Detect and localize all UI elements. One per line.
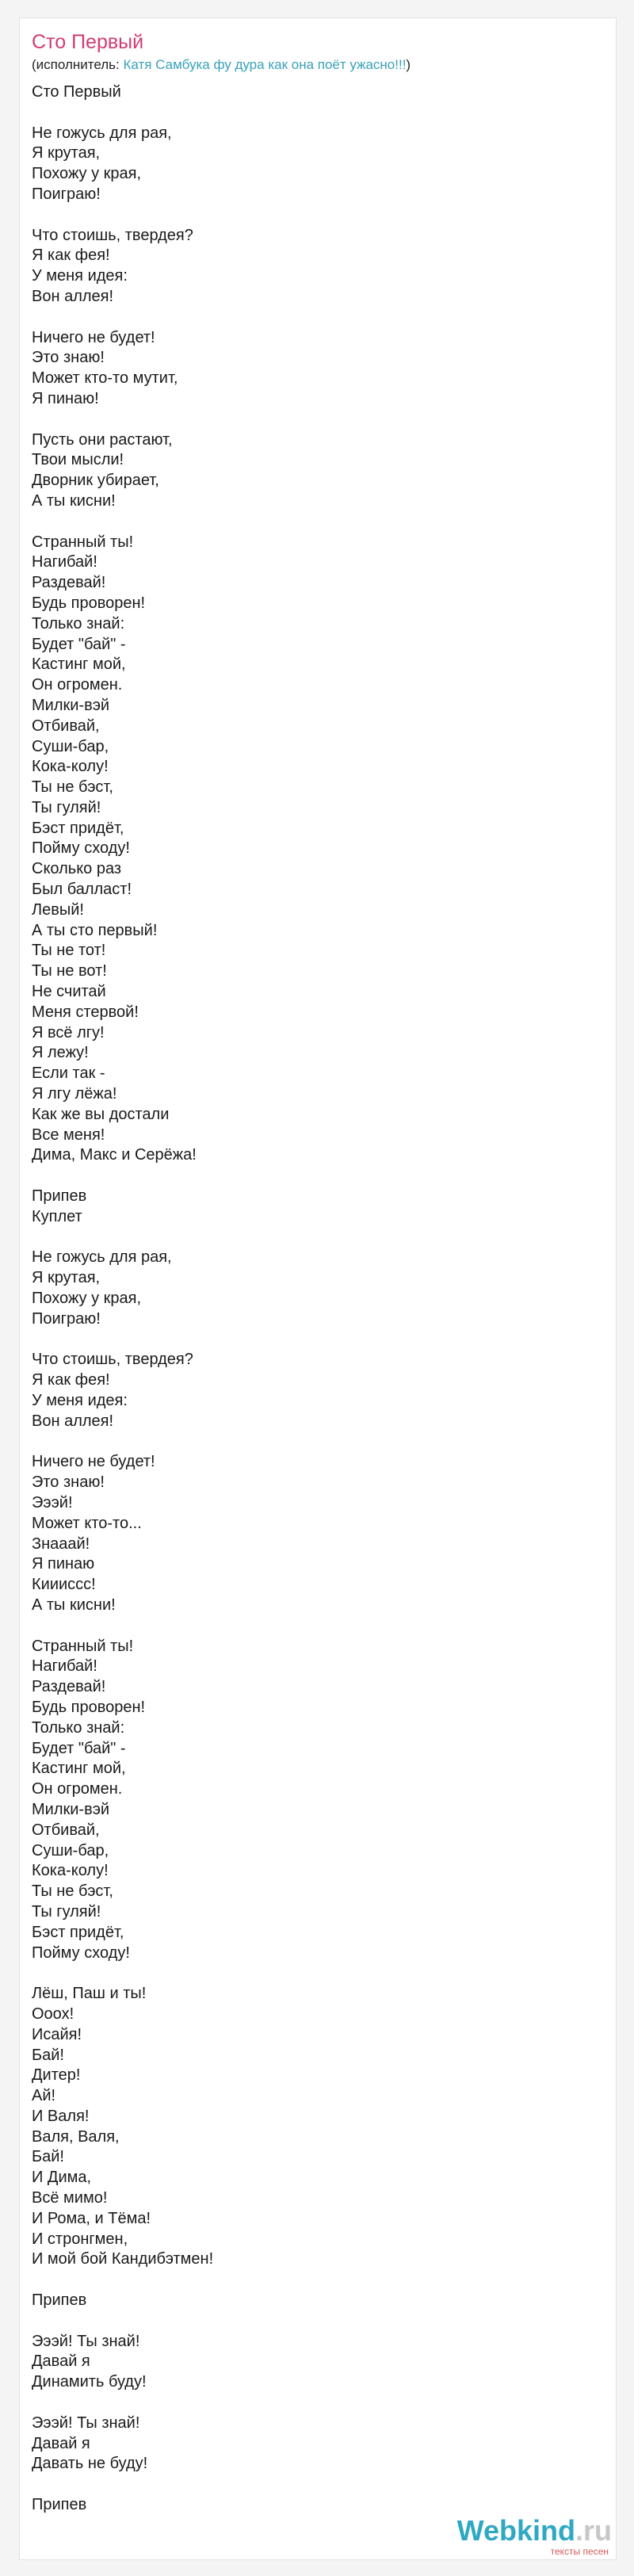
lyric-line: Кииисcс! xyxy=(32,1576,96,1594)
lyric-line: Ты не вот! xyxy=(32,962,107,980)
logo-name: Webkind xyxy=(456,2514,575,2547)
stanza-break xyxy=(32,1616,586,1637)
performer-link[interactable]: Катя Самбука фу дура как она поёт ужасно!!! xyxy=(123,57,407,72)
lyric-line: Раздевай! xyxy=(32,574,106,592)
stanza-break xyxy=(32,1432,586,1453)
lyric-line: Похожу у края, xyxy=(32,165,142,183)
lyric-line: Будет "бай" - xyxy=(32,1739,126,1757)
lyric-line: Меня стервой! xyxy=(32,1003,139,1021)
site-logo[interactable] xyxy=(457,2516,612,2557)
lyric-line: Это знаю! xyxy=(32,349,105,367)
lyric-line: И Рома, и Тёма! xyxy=(32,2209,151,2227)
lyric-line: Суши-бар, xyxy=(32,737,109,755)
lyric-line: Валя, Валя, xyxy=(32,2127,120,2146)
lyric-line: Странный ты! xyxy=(32,533,134,551)
lyric-line: Динамить буду! xyxy=(32,2373,147,2391)
lyric-line: А ты кисни! xyxy=(32,491,116,510)
lyric-line: Левый! xyxy=(32,900,84,919)
lyric-line: Это знаю! xyxy=(32,1473,105,1492)
lyric-line: Ты не тот! xyxy=(32,942,106,960)
lyric-line: Пойму сходу! xyxy=(32,1943,130,1962)
lyric-line: Кастинг мой, xyxy=(32,655,126,674)
stanza-break xyxy=(32,1166,586,1187)
stanza-break xyxy=(32,103,586,124)
lyric-line: Как же вы достали xyxy=(32,1105,170,1123)
lyric-line: Суши-бар, xyxy=(32,1841,109,1859)
lyric-line: Милки-вэй xyxy=(32,696,110,714)
lyric-line: Бай! xyxy=(32,2046,64,2064)
lyric-line: Может кто-то... xyxy=(32,1514,142,1532)
lyric-line: Будь проворен! xyxy=(32,1698,146,1716)
stanza-break xyxy=(32,2311,586,2332)
lyric-line: У меня идея: xyxy=(32,267,128,285)
stanza-break xyxy=(32,2393,586,2414)
lyric-line: Я пинаю xyxy=(32,1555,95,1573)
lyric-line: Нагибай! xyxy=(32,1657,97,1676)
lyric-line: Бай! xyxy=(32,2148,64,2166)
lyric-line: Эээй! Ты знай! xyxy=(32,2414,140,2432)
lyric-line: Я крутая, xyxy=(32,1269,101,1287)
lyric-line: Если так - xyxy=(32,1064,105,1083)
lyric-line: Эээй! xyxy=(32,1493,73,1512)
lyric-line: Пойму сходу! xyxy=(32,839,130,858)
lyric-line: Знааай! xyxy=(32,1535,90,1553)
lyric-line: Не считай xyxy=(32,983,106,1001)
lyric-line: Отбивай, xyxy=(32,717,100,735)
lyric-line: Отбивай, xyxy=(32,1821,100,1839)
lyric-line: Похожу у края, xyxy=(32,1290,142,1308)
logo-tagline: тексты песен xyxy=(550,2546,609,2557)
lyric-line: Исайя! xyxy=(32,2025,82,2043)
lyric-line: Дворник убирает, xyxy=(32,472,159,490)
lyric-line: Сто Первый xyxy=(32,83,121,101)
lyric-line: Ай! xyxy=(32,2087,56,2105)
logo-wordmark xyxy=(457,2516,612,2546)
lyric-line: Ты гуляй! xyxy=(32,1902,101,1921)
stanza-break xyxy=(32,1963,586,1984)
lyric-line: Я пинаю! xyxy=(32,389,99,407)
lyric-line: Кока-колу! xyxy=(32,1862,109,1880)
lyric-line: Я лгу лёжа! xyxy=(32,1085,117,1103)
lyric-line: Поиграю! xyxy=(32,1309,101,1328)
stanza-break xyxy=(32,1330,586,1351)
lyric-line: Припев xyxy=(32,2496,87,2514)
lyric-line: Был балласт! xyxy=(32,881,132,899)
lyric-line: Я всё лгу! xyxy=(32,1023,105,1041)
lyric-line: Дитер! xyxy=(32,2066,81,2085)
stanza-break xyxy=(32,2270,586,2291)
lyric-line: Ничего не будет! xyxy=(32,328,155,346)
lyric-line: Эээй! Ты знай! xyxy=(32,2332,140,2350)
lyric-line: И Валя! xyxy=(32,2107,90,2125)
lyric-line: И мой бой Кандибэтмен! xyxy=(32,2250,214,2268)
lyric-line: А ты кисни! xyxy=(32,1596,116,1614)
lyric-line: Ты гуляй! xyxy=(32,798,101,816)
lyric-line: Только знай: xyxy=(32,614,125,633)
lyric-line: Раздевай! xyxy=(32,1678,106,1696)
lyric-line: Лёш, Паш и ты! xyxy=(32,1985,147,2003)
lyric-line: Ты не бэст, xyxy=(32,1882,113,1901)
lyric-line: Вон аллея! xyxy=(32,1412,114,1430)
lyric-line: Все меня! xyxy=(32,1126,105,1144)
lyric-line: Всё мимо! xyxy=(32,2189,108,2207)
stanza-break xyxy=(32,205,586,226)
lyric-line: Дима, Макс и Серёжа! xyxy=(32,1146,197,1164)
lyric-line: Что стоишь, твердея? xyxy=(32,1351,193,1369)
lyric-line: Поиграю! xyxy=(32,185,101,203)
lyric-line: Кастинг мой, xyxy=(32,1760,126,1778)
lyric-line: Странный ты! xyxy=(32,1637,134,1655)
performer-suffix: ) xyxy=(406,57,411,72)
lyrics-body xyxy=(32,82,586,2516)
lyric-line: Припев xyxy=(32,2291,87,2310)
lyric-line: Ооох! xyxy=(32,2005,74,2023)
lyric-line: Твои мысли! xyxy=(32,451,124,469)
lyric-line: Вон аллея! xyxy=(32,287,114,305)
performer-line xyxy=(32,57,411,73)
lyric-line: Я крутая, xyxy=(32,144,101,162)
stanza-break xyxy=(32,2475,586,2495)
lyric-line: Я как фея! xyxy=(32,1371,110,1389)
stanza-break xyxy=(32,308,586,328)
lyric-line: Не гожусь для рая, xyxy=(32,1248,172,1267)
lyric-line: Нагибай! xyxy=(32,553,97,571)
lyric-line: Ничего не будет! xyxy=(32,1453,155,1471)
lyric-line: Будь проворен! xyxy=(32,594,146,612)
lyric-line: Давать не буду! xyxy=(32,2455,148,2473)
lyric-line: Пусть они растают, xyxy=(32,430,173,449)
lyric-line: Может кто-то мутит, xyxy=(32,369,178,388)
lyric-line: И Дима, xyxy=(32,2169,92,2187)
lyric-line: Давай я xyxy=(32,2352,90,2371)
lyric-line: У меня идея: xyxy=(32,1392,128,1409)
lyric-line: Будет "бай" - xyxy=(32,635,126,653)
lyric-line: Он огромен. xyxy=(32,676,123,694)
lyric-line: Только знай: xyxy=(32,1718,125,1737)
lyric-line: А ты сто первый! xyxy=(32,921,158,939)
lyric-line: Я как фея! xyxy=(32,247,110,265)
lyric-line: Кока-колу! xyxy=(32,758,109,776)
stanza-break xyxy=(32,1228,586,1248)
lyric-line: Давай я xyxy=(32,2434,90,2452)
lyric-line: Куплет xyxy=(32,1207,82,1225)
lyric-line: Что стоишь, твердея? xyxy=(32,226,193,244)
song-title: Сто Первый xyxy=(32,31,144,53)
lyric-line: Милки-вэй xyxy=(32,1800,110,1818)
lyric-line: Припев xyxy=(32,1187,87,1206)
performer-prefix: (исполнитель: xyxy=(32,57,124,72)
logo-tld: .ru xyxy=(575,2514,612,2547)
lyric-line: Сколько раз xyxy=(32,860,122,878)
lyric-line: Он огромен. xyxy=(32,1780,123,1798)
lyric-line: Ты не бэст, xyxy=(32,778,113,797)
stanza-break xyxy=(32,512,586,533)
stanza-break xyxy=(32,410,586,430)
lyric-line: И стронгмен, xyxy=(32,2230,128,2248)
lyric-line: Я лежу! xyxy=(32,1044,89,1062)
lyric-line: Бэст придёт, xyxy=(32,1923,124,1941)
lyric-line: Бэст придёт, xyxy=(32,819,124,837)
lyric-line: Не гожусь для рая, xyxy=(32,124,172,142)
